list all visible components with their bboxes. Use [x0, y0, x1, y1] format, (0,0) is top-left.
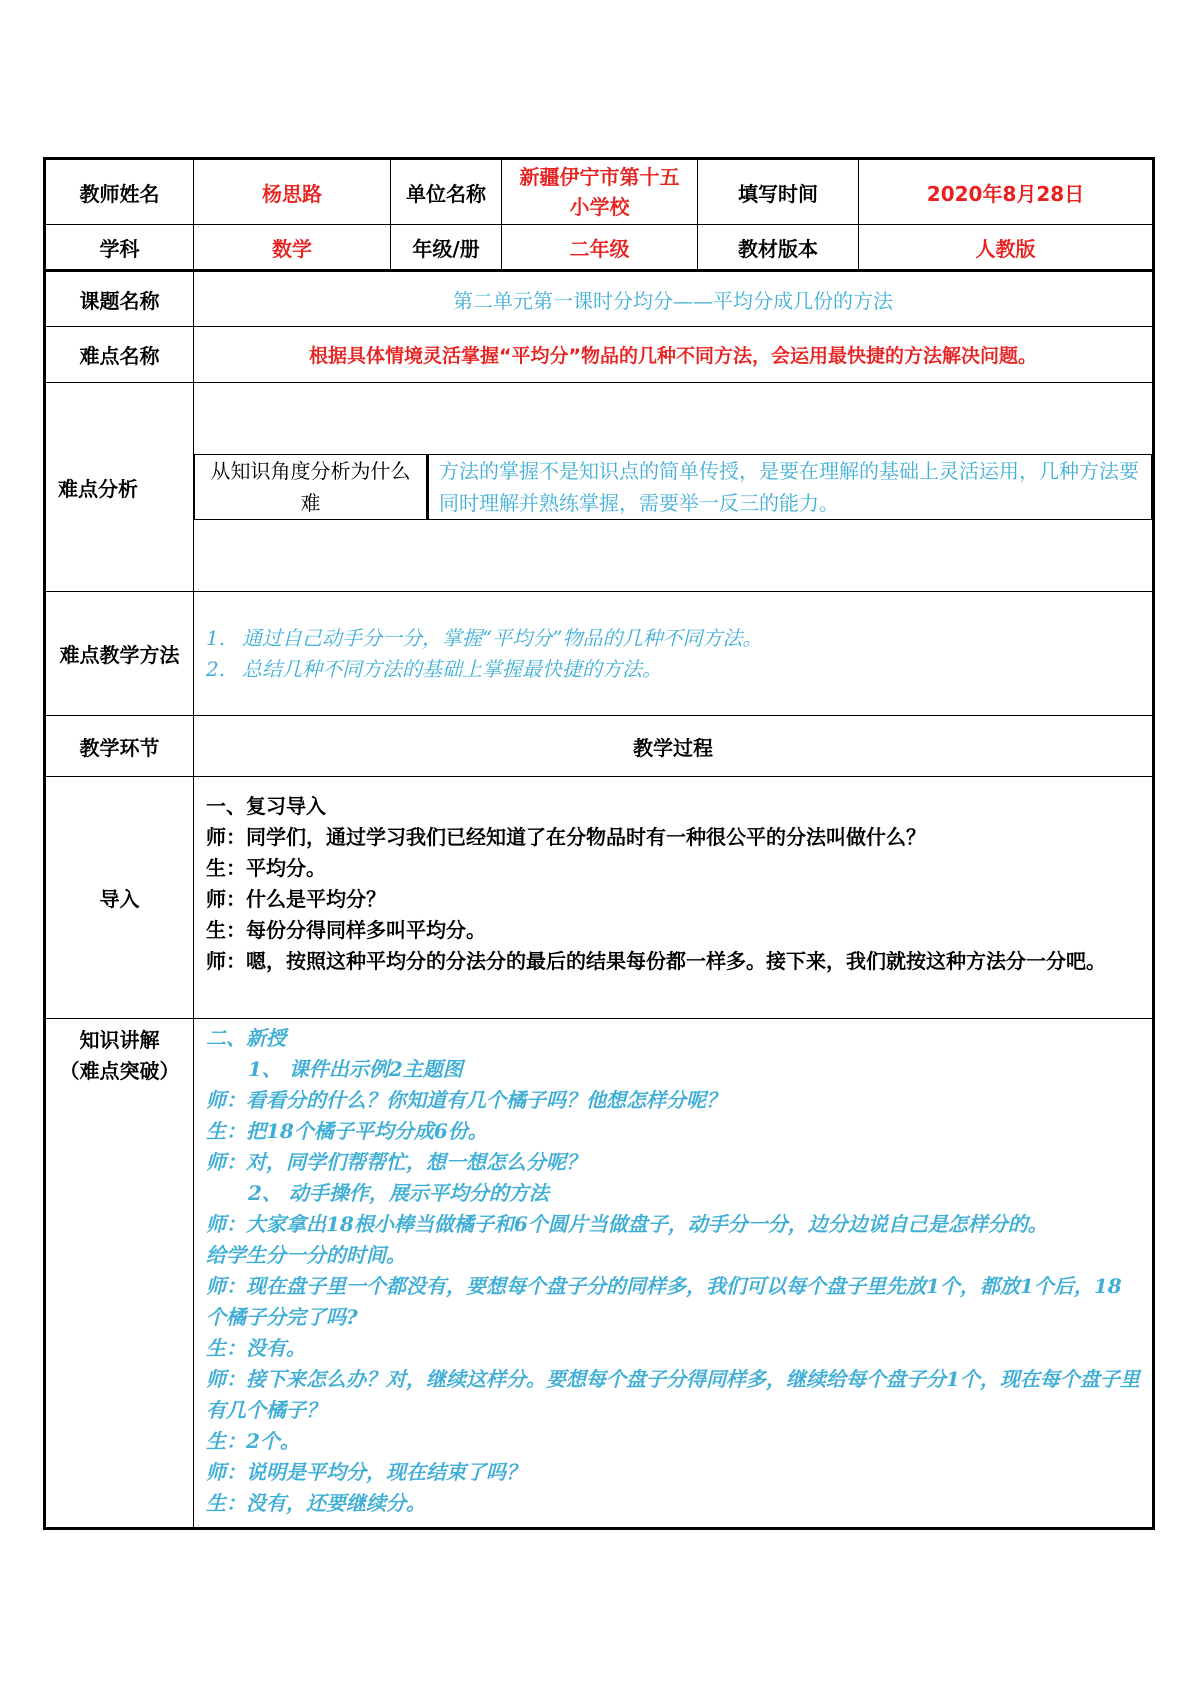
fill-date-label: 填写时间 — [698, 159, 859, 225]
intro-line: 师：嗯，按照这种平均分的分法分的最后的结果每份都一样多。接下来，我们就按这种方法分一分吧。 — [206, 949, 1106, 973]
analysis-sub-label: 从知识角度分析为什么难 — [195, 455, 428, 520]
method-label: 难点教学方法 — [45, 592, 194, 716]
analysis-text: 方法的掌握不是知识点的简单传授，是要在理解的基础上灵活运用，几种方法要同时理解并熟练掌握，需要举一反三的能力。 — [428, 455, 1152, 520]
knowledge-label-line: 知识讲解 — [79, 1028, 160, 1052]
difficulty-label: 难点名称 — [45, 327, 194, 383]
knowledge-line: 生：没有，还要继续分。 — [206, 1491, 426, 1515]
lesson-plan-table — [43, 157, 1155, 1530]
knowledge-line: 1、 课件出示例2主题图 — [248, 1057, 463, 1081]
unit-name-value: 新疆伊宁市第十五小学校 — [502, 159, 698, 225]
knowledge-line: 师：现在盘子里一个都没有，要想每个盘子分的同样多，我们可以每个盘子里先放1个，都放1个后，18个橘子分完了吗? — [206, 1274, 1122, 1329]
method-item — [206, 654, 1140, 685]
knowledge-line: 生：没有。 — [206, 1336, 306, 1360]
intro-line: 师：什么是平均分？ — [206, 887, 386, 911]
analysis-label: 难点分析 — [45, 383, 194, 592]
edition-value: 人教版 — [859, 225, 1154, 271]
intro-line: 生：每份分得同样多叫平均分。 — [206, 918, 486, 942]
method-item-text: 通过自己动手分一分，掌握“平均分”物品的几种不同方法。 — [242, 625, 763, 650]
grade-value: 二年级 — [502, 225, 698, 271]
analysis-inner-table — [194, 454, 1152, 520]
knowledge-line: 2、 动手操作，展示平均分的方法 — [248, 1181, 549, 1205]
topic-value: 第二单元第一课时分均分——平均分成几份的方法 — [194, 271, 1154, 327]
knowledge-label-line: （难点突破） — [59, 1059, 180, 1083]
method-item-text: 总结几种不同方法的基础上掌握最快捷的方法。 — [242, 656, 662, 681]
unit-name-label: 单位名称 — [391, 159, 502, 225]
process-header-value: 教学过程 — [194, 716, 1154, 777]
intro-content — [194, 777, 1154, 1019]
method-item — [206, 623, 1140, 654]
knowledge-line: 师：对，同学们帮帮忙，想一想怎么分呢？ — [206, 1150, 586, 1174]
intro-line: 一、复习导入 — [206, 794, 326, 818]
knowledge-content — [194, 1019, 1154, 1529]
intro-line: 师：同学们，通过学习我们已经知道了在分物品时有一种很公平的分法叫做什么？ — [206, 825, 926, 849]
method-list — [194, 592, 1154, 716]
knowledge-line: 师：接下来怎么办？对，继续这样分。要想每个盘子分得同样多，继续给每个盘子分1个，现在每个盘子里有几个橘子？ — [206, 1367, 1140, 1422]
teacher-name-label: 教师姓名 — [45, 159, 194, 225]
subject-value: 数学 — [194, 225, 391, 271]
knowledge-line: 师：说明是平均分，现在结束了吗？ — [206, 1460, 526, 1484]
knowledge-line: 生：把18个橘子平均分成6份。 — [206, 1119, 488, 1143]
difficulty-value: 根据具体情境灵活掌握“平均分”物品的几种不同方法，会运用最快捷的方法解决问题。 — [194, 327, 1154, 383]
subject-label: 学科 — [45, 225, 194, 271]
knowledge-line: 给学生分一分的时间。 — [206, 1243, 406, 1267]
method-item-number: 1. — [206, 625, 226, 650]
grade-label: 年级/册 — [391, 225, 502, 271]
intro-label: 导入 — [45, 777, 194, 1019]
knowledge-line: 师：看看分的什么？你知道有几个橘子吗？他想怎样分呢？ — [206, 1088, 726, 1112]
knowledge-line: 二、新授 — [206, 1026, 286, 1050]
teacher-name-value: 杨思路 — [194, 159, 391, 225]
process-step-label: 教学环节 — [45, 716, 194, 777]
fill-date-value: 2020年8月28日 — [859, 159, 1154, 225]
knowledge-label — [45, 1019, 194, 1529]
analysis-cell — [194, 383, 1154, 592]
topic-label: 课题名称 — [45, 271, 194, 327]
knowledge-line: 师：大家拿出18根小棒当做橘子和6个圆片当做盘子，动手分一分，边分边说自己是怎样分的。 — [206, 1212, 1048, 1236]
edition-label: 教材版本 — [698, 225, 859, 271]
method-item-number: 2. — [206, 656, 226, 681]
intro-line: 生：平均分。 — [206, 856, 326, 880]
knowledge-line: 生：2个。 — [206, 1429, 300, 1453]
